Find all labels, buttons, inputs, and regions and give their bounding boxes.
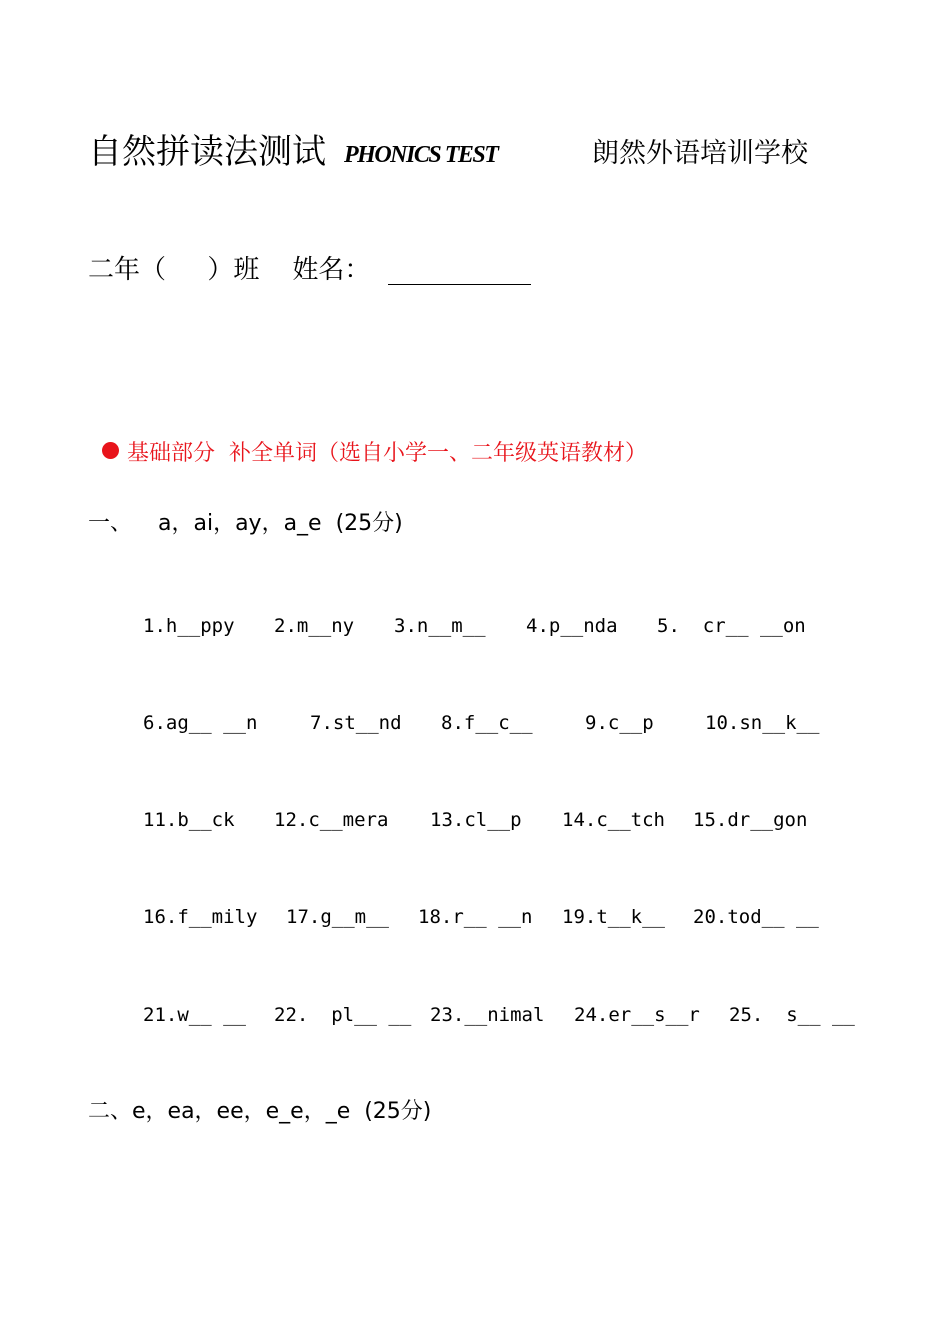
exercise-item: 15.dr__gon <box>693 809 808 831</box>
name-blank-line[interactable] <box>388 284 531 285</box>
exercise-item: 20.tod__ __ <box>693 906 819 928</box>
exercise-item: 8.f__c__ <box>441 712 533 734</box>
page-title-english: PHONICS TEST <box>344 142 498 168</box>
exercise-item: 18.r__ __n <box>418 906 533 928</box>
page-title: 自然拼读法测试 <box>88 132 326 172</box>
exercise-item: 6.ag__ __n <box>143 712 258 734</box>
exercise-item: 5. cr__ __on <box>657 615 806 637</box>
exercise-item: 17.g__m__ <box>286 906 389 928</box>
exercise-item: 10.sn__k__ <box>705 712 820 734</box>
exercise-item: 7.st__nd <box>310 712 402 734</box>
exercise-item: 24.er__s__r <box>574 1004 700 1026</box>
bullet-icon <box>102 442 119 459</box>
section1-heading: a，ai，ay，a_e (25分) <box>158 511 403 536</box>
exercise-item: 14.c__tch <box>562 809 665 831</box>
intro-line <box>88 400 647 472</box>
class-name-label: 二年（ ）班 姓名： <box>88 255 371 285</box>
school-name: 朗然外语培训学校 <box>592 138 808 169</box>
exercise-item: 9.c__p <box>585 712 654 734</box>
exercise-item: 16.f__mily <box>143 906 258 928</box>
exercise-item: 3.n__m__ <box>394 615 486 637</box>
exercise-item: 13.cl__p <box>430 809 522 831</box>
exercise-item: 23.__nimal <box>430 1004 545 1026</box>
section1-number: 一、 <box>88 511 133 536</box>
exercise-item: 22. pl__ __ <box>274 1004 412 1026</box>
exercise-item: 21.w__ __ <box>143 1004 246 1026</box>
exercise-item: 1.h__ppy <box>143 615 235 637</box>
exercise-item: 19.t__k__ <box>562 906 665 928</box>
exercise-item: 2.m__ny <box>274 615 355 637</box>
exercise-item: 12.c__mera <box>274 809 389 831</box>
exercise-item: 25. s__ __ <box>729 1004 855 1026</box>
exercise-item: 11.b__ck <box>143 809 235 831</box>
intro-text: 基础部分 补全单词（选自小学一、二年级英语教材） <box>127 441 647 466</box>
section2-heading: 二、e，ea，ee，e_e，_e (25分) <box>88 1099 432 1124</box>
exercise-item: 4.p__nda <box>526 615 618 637</box>
